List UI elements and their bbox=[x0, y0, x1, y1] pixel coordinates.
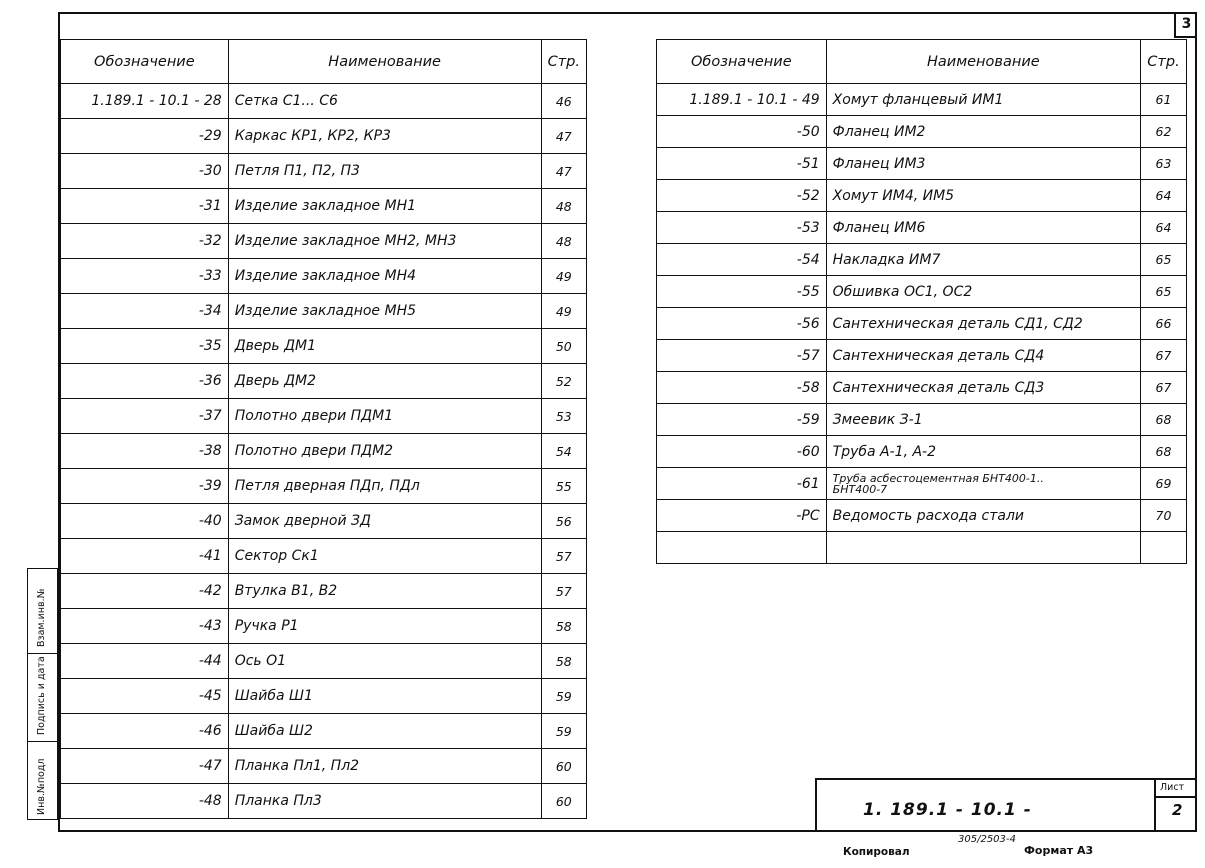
designation-cell: -54 bbox=[657, 244, 827, 276]
name-cell: Фланец ИМ2 bbox=[826, 116, 1140, 148]
page-cell: 64 bbox=[1141, 212, 1187, 244]
table-row bbox=[657, 468, 1187, 500]
table-row bbox=[657, 404, 1187, 436]
page-cell: 69 bbox=[1141, 468, 1187, 500]
name-cell: Змеевик З-1 bbox=[826, 404, 1140, 436]
table-row bbox=[657, 116, 1187, 148]
page-cell: 53 bbox=[541, 399, 586, 434]
left-spec-table bbox=[60, 39, 587, 819]
page-cell: 49 bbox=[541, 259, 586, 294]
page-header: Стр. bbox=[541, 40, 586, 84]
table-row bbox=[61, 679, 587, 714]
designation-cell: -37 bbox=[61, 399, 229, 434]
designation-cell: -47 bbox=[61, 749, 229, 784]
name-cell bbox=[826, 468, 1140, 500]
format-label: Формат А3 bbox=[1024, 844, 1094, 857]
name-cell: Петля П1, П2, П3 bbox=[228, 154, 541, 189]
table-row bbox=[61, 294, 587, 329]
name-cell: Труба А-1, А-2 bbox=[826, 436, 1140, 468]
designation-cell: -30 bbox=[61, 154, 229, 189]
name-cell: Изделие закладное МН2, МН3 bbox=[228, 224, 541, 259]
table-row bbox=[61, 714, 587, 749]
designation-cell: -50 bbox=[657, 116, 827, 148]
designation-cell: 1.189.1 - 10.1 - 49 bbox=[657, 84, 827, 116]
page-header: Стр. bbox=[1141, 40, 1187, 84]
page-cell: 58 bbox=[541, 609, 586, 644]
inv-orig-label: Инв.№подл bbox=[36, 758, 47, 815]
table-row bbox=[61, 364, 587, 399]
designation-cell: -32 bbox=[61, 224, 229, 259]
designation-cell: -29 bbox=[61, 119, 229, 154]
page-cell bbox=[1141, 532, 1187, 564]
table-row bbox=[61, 609, 587, 644]
name-cell: Хомут ИМ4, ИМ5 bbox=[826, 180, 1140, 212]
table-row bbox=[657, 148, 1187, 180]
name-header: Наименование bbox=[826, 40, 1140, 84]
name-cell: Полотно двери ПДМ2 bbox=[228, 434, 541, 469]
table-row bbox=[61, 539, 587, 574]
table-row bbox=[657, 340, 1187, 372]
table-row bbox=[657, 84, 1187, 116]
name-cell: Сантехническая деталь СД3 bbox=[826, 372, 1140, 404]
name-cell: Шайба Ш2 bbox=[228, 714, 541, 749]
designation-cell: -57 bbox=[657, 340, 827, 372]
table-row bbox=[657, 500, 1187, 532]
designation-cell bbox=[657, 532, 827, 564]
designation-cell: -34 bbox=[61, 294, 229, 329]
table-row bbox=[61, 749, 587, 784]
designation-cell: -31 bbox=[61, 189, 229, 224]
name-cell: Ведомость расхода стали bbox=[826, 500, 1140, 532]
designation-header: Обозначение bbox=[61, 40, 229, 84]
table-row bbox=[657, 244, 1187, 276]
designation-cell: -55 bbox=[657, 276, 827, 308]
table-row bbox=[61, 504, 587, 539]
table-row bbox=[61, 154, 587, 189]
designation-cell: -52 bbox=[657, 180, 827, 212]
sheet-number: 2 bbox=[1172, 801, 1183, 819]
page-cell: 63 bbox=[1141, 148, 1187, 180]
page-cell: 47 bbox=[541, 119, 586, 154]
name-cell: Замок дверной ЗД bbox=[228, 504, 541, 539]
page-cell: 46 bbox=[541, 84, 586, 119]
name-cell: Каркас КР1, КР2, КР3 bbox=[228, 119, 541, 154]
table-row bbox=[61, 259, 587, 294]
page-cell: 58 bbox=[541, 644, 586, 679]
name-cell: Втулка В1, В2 bbox=[228, 574, 541, 609]
designation-cell: -41 bbox=[61, 539, 229, 574]
name-cell: Сантехническая деталь СД4 bbox=[826, 340, 1140, 372]
designation-cell: -45 bbox=[61, 679, 229, 714]
name-cell: Изделие закладное МН4 bbox=[228, 259, 541, 294]
page-cell: 48 bbox=[541, 224, 586, 259]
table-row bbox=[61, 644, 587, 679]
page-cell: 60 bbox=[541, 784, 586, 819]
page-cell: 56 bbox=[541, 504, 586, 539]
designation-cell: -39 bbox=[61, 469, 229, 504]
page-cell: 70 bbox=[1141, 500, 1187, 532]
table-row bbox=[61, 329, 587, 364]
stamp-divider bbox=[28, 653, 57, 654]
designation-cell: -53 bbox=[657, 212, 827, 244]
page-cell: 65 bbox=[1141, 276, 1187, 308]
name-line-1: Труба асбестоцементная БНТ400-1.. bbox=[832, 471, 1044, 485]
name-cell: Обшивка ОС1, ОС2 bbox=[826, 276, 1140, 308]
page-cell: 57 bbox=[541, 574, 586, 609]
page-cell: 68 bbox=[1141, 404, 1187, 436]
sign-date-label: Подпись и дата bbox=[36, 656, 47, 735]
page-cell: 48 bbox=[541, 189, 586, 224]
name-cell: Шайба Ш1 bbox=[228, 679, 541, 714]
right-spec-table bbox=[656, 39, 1187, 564]
stamp-divider bbox=[28, 741, 57, 742]
page-cell: 57 bbox=[541, 539, 586, 574]
designation-cell: -56 bbox=[657, 308, 827, 340]
sheet-label: Лист bbox=[1160, 782, 1185, 793]
designation-cell: -43 bbox=[61, 609, 229, 644]
table-row bbox=[61, 189, 587, 224]
name-cell: Ось О1 bbox=[228, 644, 541, 679]
designation-cell: -44 bbox=[61, 644, 229, 679]
page-cell: 47 bbox=[541, 154, 586, 189]
designation-cell: -36 bbox=[61, 364, 229, 399]
name-cell: Сантехническая деталь СД1, СД2 bbox=[826, 308, 1140, 340]
right-table-body bbox=[657, 84, 1187, 564]
page-cell: 60 bbox=[541, 749, 586, 784]
name-cell: Накладка ИМ7 bbox=[826, 244, 1140, 276]
page-cell: 66 bbox=[1141, 308, 1187, 340]
page-cell: 61 bbox=[1141, 84, 1187, 116]
table-row bbox=[61, 469, 587, 504]
sheet-line bbox=[1156, 796, 1197, 798]
name-cell: Петля дверная ПДп, ПДл bbox=[228, 469, 541, 504]
table-row bbox=[61, 119, 587, 154]
name-cell: Изделие закладное МН1 bbox=[228, 189, 541, 224]
name-cell: Фланец ИМ6 bbox=[826, 212, 1140, 244]
page-cell: 50 bbox=[541, 329, 586, 364]
name-cell: Изделие закладное МН5 bbox=[228, 294, 541, 329]
page-cell: 54 bbox=[541, 434, 586, 469]
name-cell: Фланец ИМ3 bbox=[826, 148, 1140, 180]
table-header-row bbox=[657, 40, 1187, 84]
designation-cell: -42 bbox=[61, 574, 229, 609]
name-cell: Сетка С1... С6 bbox=[228, 84, 541, 119]
document-code: 1. 189.1 - 10.1 - bbox=[863, 800, 1032, 820]
page-cell: 68 bbox=[1141, 436, 1187, 468]
table-row bbox=[61, 434, 587, 469]
designation-cell: -35 bbox=[61, 329, 229, 364]
table-row bbox=[61, 224, 587, 259]
page-cell: 62 bbox=[1141, 116, 1187, 148]
page-cell: 67 bbox=[1141, 340, 1187, 372]
title-block bbox=[815, 778, 1197, 832]
designation-cell: -59 bbox=[657, 404, 827, 436]
table-header-row bbox=[61, 40, 587, 84]
designation-cell: 1.189.1 - 10.1 - 28 bbox=[61, 84, 229, 119]
name-cell: Ручка Р1 bbox=[228, 609, 541, 644]
designation-cell: -60 bbox=[657, 436, 827, 468]
sheet-number-box: 3 bbox=[1174, 12, 1197, 38]
designation-cell: -38 bbox=[61, 434, 229, 469]
designation-cell: -РС bbox=[657, 500, 827, 532]
name-cell: Дверь ДМ2 bbox=[228, 364, 541, 399]
table-row bbox=[61, 84, 587, 119]
table-row bbox=[657, 212, 1187, 244]
table-row bbox=[61, 399, 587, 434]
page-cell: 55 bbox=[541, 469, 586, 504]
inv-replace-label: Взам.инв.№ bbox=[36, 588, 47, 647]
table-row bbox=[657, 180, 1187, 212]
copied-label: Копировал bbox=[843, 846, 910, 858]
table-row bbox=[61, 574, 587, 609]
table-row bbox=[657, 436, 1187, 468]
page-cell: 59 bbox=[541, 679, 586, 714]
name-cell: Планка Пл1, Пл2 bbox=[228, 749, 541, 784]
page-cell: 52 bbox=[541, 364, 586, 399]
page-cell: 64 bbox=[1141, 180, 1187, 212]
designation-cell: -40 bbox=[61, 504, 229, 539]
table-row bbox=[657, 372, 1187, 404]
table-row bbox=[657, 532, 1187, 564]
title-divider bbox=[1154, 780, 1156, 832]
designation-cell: -33 bbox=[61, 259, 229, 294]
left-table-body bbox=[61, 84, 587, 819]
name-line-2: БНТ400-7 bbox=[832, 482, 888, 496]
name-cell: Хомут фланцевый ИМ1 bbox=[826, 84, 1140, 116]
approval-side-stamp bbox=[27, 568, 58, 820]
designation-cell: -51 bbox=[657, 148, 827, 180]
name-cell: Полотно двери ПДМ1 bbox=[228, 399, 541, 434]
page-cell: 59 bbox=[541, 714, 586, 749]
name-cell: Сектор Ск1 bbox=[228, 539, 541, 574]
designation-cell: -48 bbox=[61, 784, 229, 819]
name-cell: Дверь ДМ1 bbox=[228, 329, 541, 364]
page-cell: 65 bbox=[1141, 244, 1187, 276]
designation-cell: -58 bbox=[657, 372, 827, 404]
designation-cell: -61 bbox=[657, 468, 827, 500]
archive-stamp: 305/2503-4 bbox=[958, 834, 1016, 845]
name-cell bbox=[826, 532, 1140, 564]
page-cell: 67 bbox=[1141, 372, 1187, 404]
designation-header: Обозначение bbox=[657, 40, 827, 84]
page-cell: 49 bbox=[541, 294, 586, 329]
table-row bbox=[61, 784, 587, 819]
table-row bbox=[657, 308, 1187, 340]
name-header: Наименование bbox=[228, 40, 541, 84]
designation-cell: -46 bbox=[61, 714, 229, 749]
table-row bbox=[657, 276, 1187, 308]
name-cell: Планка Пл3 bbox=[228, 784, 541, 819]
